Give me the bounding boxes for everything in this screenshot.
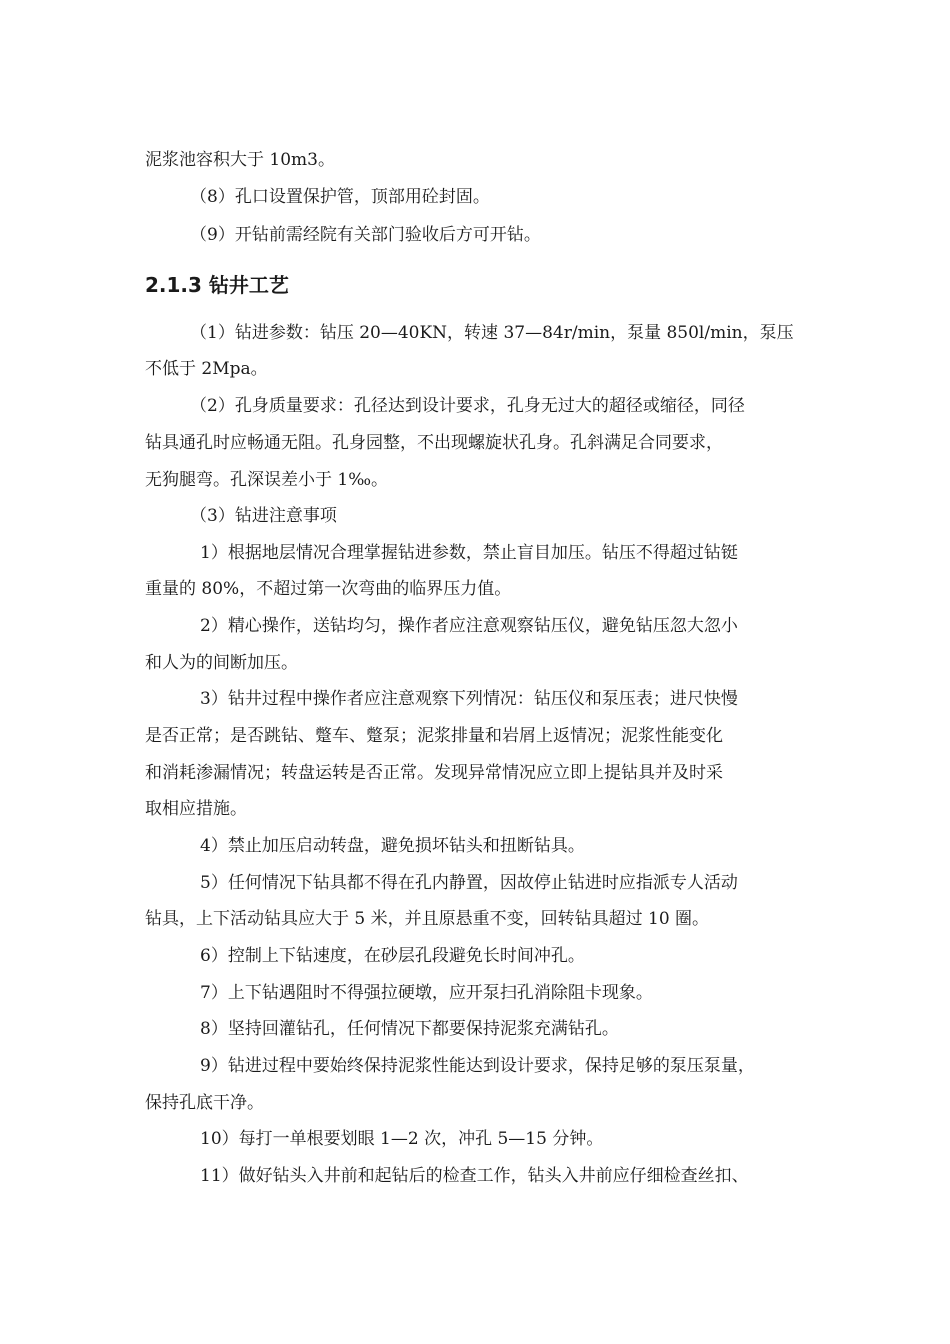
text-line: 1）根据地层情况合理掌握钻进参数，禁止盲目加压。钻压不得超过钻铤 <box>200 543 738 563</box>
section-heading: 2.1.3 钻井工艺 <box>145 273 289 297</box>
text-line: 11）做好钻头入井前和起钻后的检查工作，钻头入井前应仔细检查丝扣、 <box>200 1166 749 1186</box>
text-line: （2）孔身质量要求：孔径达到设计要求，孔身无过大的超径或缩径，同径 <box>190 396 745 416</box>
text-line: （8）孔口设置保护管，顶部用砼封固。 <box>190 187 490 207</box>
text-line: 9）钻进过程中要始终保持泥浆性能达到设计要求，保持足够的泵压泵量， <box>200 1056 755 1076</box>
text-line: 6）控制上下钻速度，在砂层孔段避免长时间冲孔。 <box>200 946 585 966</box>
text-line: 钻具通孔时应畅通无阻。孔身园整，不出现螺旋状孔身。孔斜满足合同要求， <box>145 433 723 453</box>
text-line: 泥浆池容积大于 10m3。 <box>145 150 335 170</box>
text-line: （3）钻进注意事项 <box>190 506 337 526</box>
text-line: 不低于 2Mpa。 <box>145 359 268 379</box>
text-line: 是否正常；是否跳钻、蹩车、蹩泵；泥浆排量和岩屑上返情况；泥浆性能变化 <box>145 726 723 746</box>
text-line: 10）每打一单根要划眼 1—2 次，冲孔 5—15 分钟。 <box>200 1129 604 1149</box>
text-line: 8）坚持回灌钻孔，任何情况下都要保持泥浆充满钻孔。 <box>200 1019 619 1039</box>
text-line: 重量的 80%，不超过第一次弯曲的临界压力值。 <box>145 579 512 599</box>
text-line: 无狗腿弯。孔深误差小于 1‰。 <box>145 470 389 490</box>
text-line: 2）精心操作，送钻均匀，操作者应注意观察钻压仪，避免钻压忽大忽小 <box>200 616 738 636</box>
text-line: 7）上下钻遇阻时不得强拉硬墩，应开泵扫孔消除阻卡现象。 <box>200 983 653 1003</box>
text-line: 保持孔底干净。 <box>145 1093 264 1113</box>
text-line: 4）禁止加压启动转盘，避免损坏钻头和扭断钻具。 <box>200 836 585 856</box>
text-line: 钻具，上下活动钻具应大于 5 米，并且原悬重不变，回转钻具超过 10 圈。 <box>145 909 710 929</box>
text-line: （9）开钻前需经院有关部门验收后方可开钻。 <box>190 225 541 245</box>
text-line: 取相应措施。 <box>145 799 247 819</box>
text-line: （1）钻进参数：钻压 20—40KN，转速 37—84r/min，泵量 850l/min，泵压 <box>190 323 794 343</box>
text-line: 5）任何情况下钻具都不得在孔内静置，因故停止钻进时应指派专人活动 <box>200 873 738 893</box>
text-line: 和人为的间断加压。 <box>145 653 298 673</box>
text-line: 3）钻井过程中操作者应注意观察下列情况：钻压仪和泵压表；进尺快慢 <box>200 689 738 709</box>
text-line: 和消耗渗漏情况；转盘运转是否正常。发现异常情况应立即上提钻具并及时采 <box>145 763 723 783</box>
